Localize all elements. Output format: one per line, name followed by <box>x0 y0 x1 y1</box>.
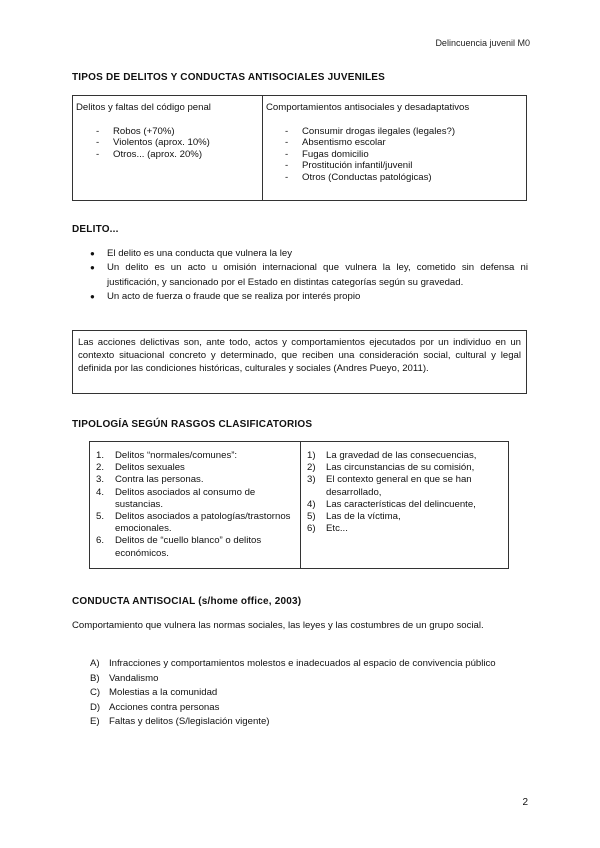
delitos-list <box>76 126 259 161</box>
comportamientos-list <box>266 126 523 184</box>
tipologia-list-right <box>307 450 502 535</box>
item-text: Molestias a la comunidad <box>109 687 218 699</box>
list-item <box>307 462 502 474</box>
list-item: - Prostitución infantil/juvenil <box>266 160 523 172</box>
col-heading: Delitos y faltas del código penal <box>76 102 211 113</box>
item-text: Contra las personas. <box>115 474 204 486</box>
quote-box: Las acciones delictivas son, ante todo, actos y comportamientos ejecutados por un individuo en un contexto situacional concreto y determinado, que reciben una consideración social, cultural y legal definida por las condiciones históricas, culturales y sociales (Andres Pueyo, 2011). <box>72 330 527 394</box>
item-text: Etc... <box>326 523 348 535</box>
item-text: Acciones contra personas <box>109 701 220 713</box>
item-number: 2) <box>307 462 316 474</box>
item-text: Las de la víctima, <box>326 511 401 523</box>
item-text: Infracciones y comportamientos molestos e inadecuados al espacio de convivencia público <box>109 658 496 669</box>
tipologia-list-left <box>96 450 294 560</box>
list-item <box>96 511 294 535</box>
section-title-delito: DELITO... <box>72 224 119 235</box>
list-item <box>96 535 294 559</box>
item-text: La gravedad de las consecuencias, <box>326 450 477 461</box>
list-item: - Robos (+70%) <box>76 126 259 138</box>
item-text: Delitos asociados a patologías/trastornos emocionales. <box>115 511 291 535</box>
item-text: Delitos “normales/comunes”: <box>115 450 238 461</box>
item-letter: E) <box>90 716 100 728</box>
section-title-tipologia: TIPOLOGÍA SEGÚN RASGOS CLASIFICATORIOS <box>72 419 313 430</box>
running-header: Delincuencia juvenil M0 <box>435 38 530 48</box>
tipos-col-comportamientos <box>263 96 526 200</box>
section-title-tipos: TIPOS DE DELITOS Y CONDUCTAS ANTISOCIALES JUVENILES <box>72 72 386 83</box>
list-item <box>90 715 528 730</box>
list-item <box>307 474 502 498</box>
item-text: Las circunstancias de su comisión, <box>326 462 475 474</box>
col-heading: Comportamientos antisociales y desadaptativos <box>266 102 470 113</box>
conducta-list <box>90 657 528 730</box>
item-text: Delitos asociados al consumo de sustancias. <box>115 486 256 510</box>
list-item: - Violentos (aprox. 10%) <box>76 137 259 149</box>
item-number: 1) <box>307 450 316 461</box>
list-item <box>307 450 502 462</box>
item-letter: B) <box>90 672 100 684</box>
item-number: 3. <box>96 474 105 486</box>
item-number: 2. <box>96 462 105 474</box>
list-item: - Absentismo escolar <box>266 137 523 149</box>
list-item <box>96 450 294 462</box>
list-item <box>96 487 294 511</box>
item-text: Vandalismo <box>109 672 159 684</box>
item-number: 5) <box>307 511 316 523</box>
item-letter: A) <box>90 658 100 669</box>
tipos-table <box>72 95 527 201</box>
page-number: 2 <box>522 797 528 808</box>
item-text: Delitos sexuales <box>115 462 185 474</box>
item-number: 1. <box>96 450 105 461</box>
item-letter: C) <box>90 687 101 699</box>
tipologia-col-right <box>301 442 508 568</box>
conducta-paragraph: Comportamiento que vulnera las normas sociales, las leyes y las costumbres de un grupo social. <box>72 620 484 631</box>
item-text: Las características del delincuente, <box>326 498 476 510</box>
list-item <box>307 511 502 523</box>
tipologia-col-left <box>90 442 301 568</box>
list-item <box>307 499 502 511</box>
item-text: El contexto general en que se han desarrollado, <box>326 474 472 498</box>
tipos-col-delitos <box>73 96 263 200</box>
item-number: 4. <box>96 486 105 498</box>
item-number: 6) <box>307 523 316 535</box>
list-item <box>90 672 528 687</box>
item-text: Delitos de “cuello blanco” o delitos económicos. <box>115 535 262 559</box>
list-item <box>90 686 528 701</box>
list-item <box>96 462 294 474</box>
list-item <box>307 523 502 535</box>
section-title-conducta-antisocial: CONDUCTA ANTISOCIAL (s/home office, 2003) <box>72 596 302 607</box>
list-item: - Otros... (aprox. 20%) <box>76 149 259 161</box>
item-number: 5. <box>96 511 105 523</box>
list-item: - Otros (Conductas patológicas) <box>266 172 523 184</box>
list-item <box>90 701 528 716</box>
item-text: Faltas y delitos (S/legislación vigente) <box>109 716 270 728</box>
list-item <box>90 657 528 672</box>
delito-bullets <box>90 247 528 304</box>
list-item: ● Un acto de fuerza o fraude que se realiza por interés propio <box>90 290 528 304</box>
item-number: 3) <box>307 474 316 486</box>
item-letter: D) <box>90 701 101 713</box>
list-item <box>96 474 294 486</box>
list-item: ● Un delito es un acto u omisión internacional que vulnera la ley, cometido sin defensa ni justificación, y sancionado por el Estado en distintas categorías según su gravedad. <box>90 261 528 290</box>
item-number: 6. <box>96 535 105 547</box>
tipologia-table <box>89 441 509 569</box>
item-number: 4) <box>307 498 316 510</box>
list-item: - Fugas domicilio <box>266 149 523 161</box>
list-item: ● El delito es una conducta que vulnera la ley <box>90 247 528 261</box>
list-item: - Consumir drogas ilegales (legales?) <box>266 126 523 138</box>
